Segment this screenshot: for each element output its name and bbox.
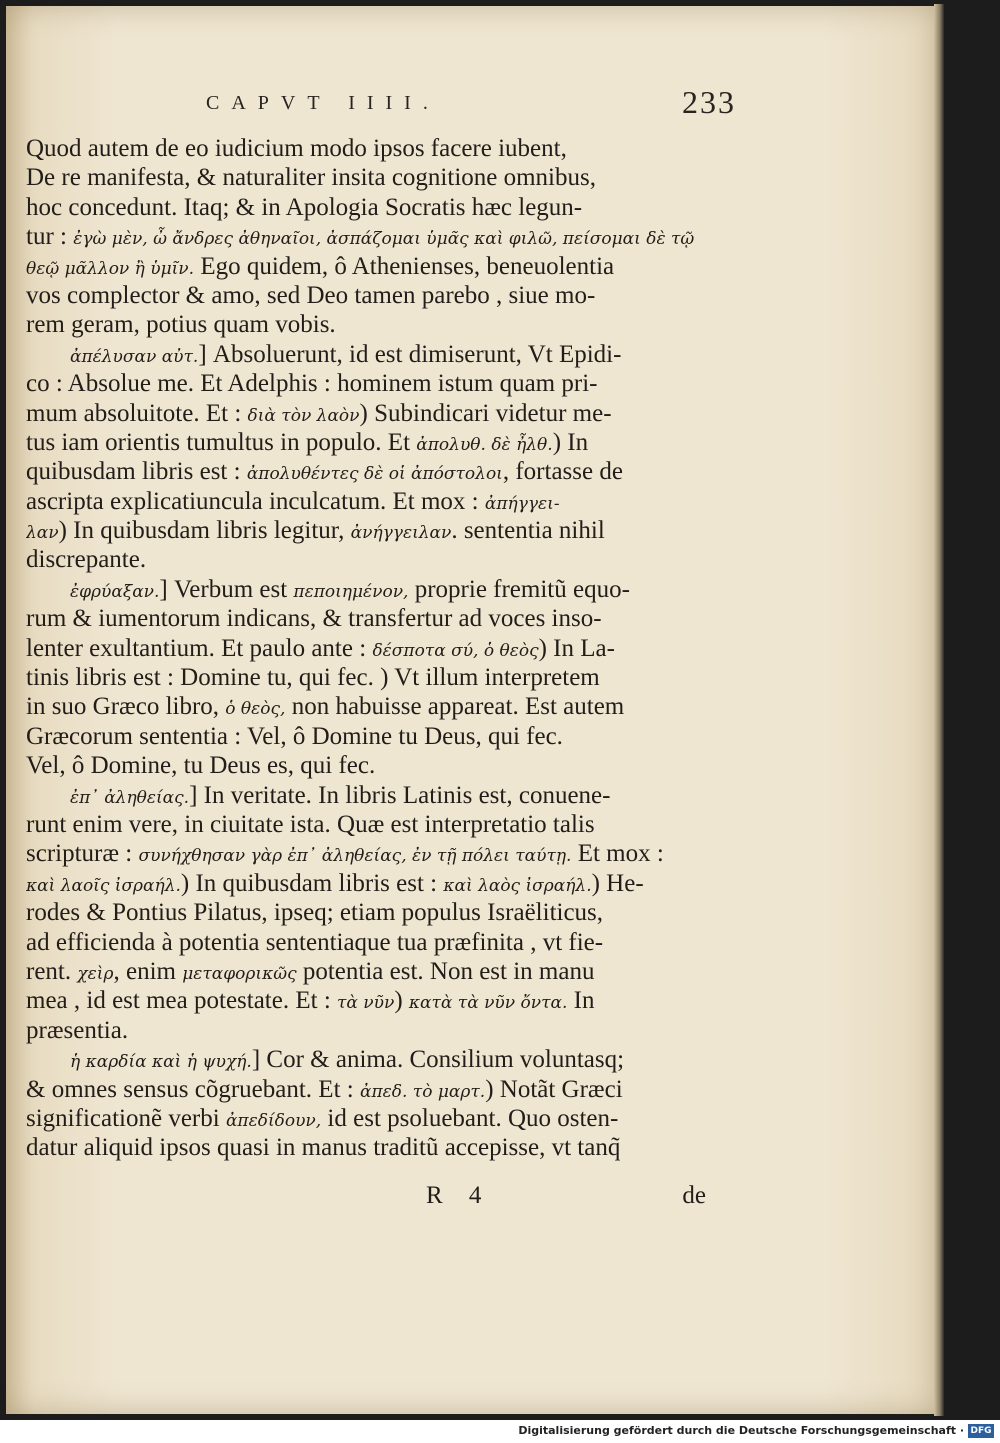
latin-text: ) bbox=[394, 987, 409, 1015]
text-line bbox=[26, 1104, 716, 1133]
text-line bbox=[26, 163, 716, 192]
running-title: CAPVT IIII. bbox=[206, 92, 440, 114]
greek-phrase: καὶ λαὸς ἰσραήλ. bbox=[443, 875, 592, 896]
digitization-credit: Digitalisierung gefördert durch die Deutsche Forschungsgemeinschaft · bbox=[518, 1424, 964, 1437]
text-line bbox=[26, 986, 716, 1015]
greek-phrase: ἐγὼ μὲν, ὦ ἄνδρες ἀθηναῖοι, ἀσπάζομαι ὑμᾶς καὶ φιλῶ, πείσομαι δὲ τῷ bbox=[73, 229, 695, 250]
text-line bbox=[26, 252, 716, 281]
latin-text: Græcorum sententia : Vel, ô Domine tu Deus, qui fec. bbox=[26, 722, 563, 750]
latin-text: , fortasse de bbox=[502, 458, 623, 486]
greek-phrase: διὰ τὸν λαὸν bbox=[247, 405, 360, 426]
greek-phrase: ἀπέλυσαν αὐτ. bbox=[70, 346, 199, 367]
greek-phrase: ἡ καρδία καὶ ἡ ψυχή. bbox=[70, 1052, 252, 1073]
latin-text: mum absoluitote. Et : bbox=[26, 399, 248, 427]
text-line bbox=[26, 516, 716, 545]
latin-text: scripturæ : bbox=[26, 840, 139, 868]
latin-text: Et mox : bbox=[571, 840, 664, 868]
latin-text: hoc concedunt. Itaq; & in Apologia Socratis hæc legun- bbox=[26, 193, 583, 221]
latin-text: In bbox=[567, 987, 595, 1015]
latin-text: vos complector & amo, sed Deo tamen parebo , siue mo- bbox=[26, 281, 596, 309]
latin-text: . sententia nihil bbox=[451, 517, 605, 545]
text-line bbox=[26, 487, 716, 516]
latin-text: ) In La- bbox=[538, 634, 615, 662]
text-line bbox=[26, 340, 716, 369]
latin-text: Ego quidem, ô Athenienses, beneuolentia bbox=[194, 252, 615, 280]
greek-phrase: ἀνήγγειλαν bbox=[350, 523, 452, 544]
text-line bbox=[26, 428, 716, 457]
text-line bbox=[26, 1045, 716, 1074]
latin-text: præsentia. bbox=[26, 1016, 129, 1044]
latin-text: co : Absolue me. Et Adelphis : hominem istum quam pri- bbox=[26, 370, 598, 398]
latin-text: rodes & Pontius Pilatus, ipseq; etiam populus Israëliticus, bbox=[26, 899, 604, 927]
text-line bbox=[26, 545, 716, 574]
latin-text: proprie fremitũ equo- bbox=[408, 575, 630, 603]
text-line bbox=[26, 869, 716, 898]
greek-phrase: δέσποτα σύ, ὁ θεὸς bbox=[372, 640, 539, 661]
greek-phrase: ἀπεδ. τὸ μαρτ. bbox=[359, 1081, 486, 1102]
latin-text: & omnes sensus cõgruebant. Et : bbox=[26, 1075, 360, 1103]
latin-text: ) In quibusdam libris legitur, bbox=[58, 517, 351, 545]
page-edge bbox=[934, 4, 944, 1416]
latin-text: quibusdam libris est : bbox=[26, 458, 247, 486]
latin-text: ascripta explicatiuncula inculcatum. Et mox : bbox=[26, 487, 485, 515]
greek-phrase: ἀπολυθ. δὲ ἦλθ. bbox=[416, 434, 553, 455]
greek-phrase: θεῷ μᾶλλον ἢ ὑμῖν. bbox=[26, 258, 195, 279]
greek-phrase: ἐφρύαξαν. bbox=[70, 581, 160, 602]
latin-text: datur aliquid ipsos quasi in manus traditũ accepisse, vt tanq̃ bbox=[26, 1134, 621, 1162]
latin-text: runt enim vere, in ciuitate ista. Quæ est interpretatio talis bbox=[26, 810, 595, 838]
text-line bbox=[26, 457, 716, 486]
latin-text: ) In bbox=[552, 428, 589, 456]
text-line bbox=[26, 928, 716, 957]
text-line bbox=[26, 1075, 716, 1104]
text-line bbox=[26, 663, 716, 692]
latin-text: lenter exultantium. Et paulo ante : bbox=[26, 634, 373, 662]
latin-text: potentia est. Non est in manu bbox=[296, 957, 595, 985]
body-text bbox=[26, 134, 716, 1163]
text-line bbox=[26, 898, 716, 927]
signature-mark: R 4 bbox=[426, 1182, 492, 1209]
latin-text: tur : bbox=[26, 223, 74, 251]
latin-text: ) He- bbox=[591, 869, 644, 897]
text-line bbox=[26, 134, 716, 163]
latin-text: id est psoluebant. Quo osten- bbox=[321, 1104, 619, 1132]
latin-text: Vel, ô Domine, tu Deus es, qui fec. bbox=[26, 752, 376, 780]
text-line bbox=[26, 281, 716, 310]
page-number: 233 bbox=[682, 84, 736, 120]
latin-text: ) Subindicari videtur me- bbox=[359, 399, 612, 427]
latin-text: discrepante. bbox=[26, 546, 147, 574]
text-line bbox=[26, 839, 716, 868]
latin-text: significationẽ verbi bbox=[26, 1104, 226, 1132]
greek-phrase: τὰ νῦν bbox=[337, 993, 395, 1014]
latin-text: De re manifesta, & naturaliter insita cognitione omnibus, bbox=[26, 164, 596, 192]
text-line bbox=[26, 722, 716, 751]
latin-text: tinis libris est : Domine tu, qui fec. ) Vt illum interpretem bbox=[26, 664, 600, 692]
greek-phrase: μεταφορικῶς bbox=[182, 963, 297, 984]
text-line bbox=[26, 781, 716, 810]
running-head bbox=[206, 84, 746, 130]
text-line bbox=[26, 1133, 716, 1162]
text-line bbox=[26, 193, 716, 222]
latin-text: ] Verbum est bbox=[159, 575, 294, 603]
latin-text: ] In veritate. In libris Latinis est, conuene- bbox=[189, 781, 611, 809]
text-line bbox=[26, 692, 716, 721]
dfg-logo: DFG bbox=[968, 1424, 994, 1438]
greek-phrase: ἀπολυθέντες δὲ οἱ ἀπόστολοι bbox=[246, 464, 503, 485]
latin-text: non habuisse appareat. Est autem bbox=[285, 693, 625, 721]
latin-text: in suo Græco libro, bbox=[26, 693, 226, 721]
greek-phrase: συνήχθησαν γὰρ ἐπ᾽ ἀληθείας, ἐν τῇ πόλει ταύτῃ. bbox=[138, 846, 572, 867]
latin-text: ] Absoluerunt, id est dimiserunt, Vt Epidi- bbox=[198, 340, 622, 368]
greek-phrase: ἐπ᾽ ἀληθείας. bbox=[70, 787, 190, 808]
footer-bar bbox=[0, 1420, 1000, 1443]
latin-text: tus iam orientis tumultus in populo. Et bbox=[26, 428, 417, 456]
text-line bbox=[26, 399, 716, 428]
text-line bbox=[26, 310, 716, 339]
greek-phrase: κατὰ τὰ νῦν ὄντα. bbox=[408, 993, 568, 1014]
text-line bbox=[26, 604, 716, 633]
latin-text: ad efficienda à potentia sententiaque tua præfinita , vt fie- bbox=[26, 928, 604, 956]
latin-text: , enim bbox=[113, 957, 183, 985]
text-line bbox=[26, 222, 716, 251]
greek-phrase: ἀπεδίδουν, bbox=[225, 1110, 322, 1131]
greek-phrase: χεὶρ bbox=[77, 963, 114, 984]
catchline bbox=[26, 1182, 716, 1214]
latin-text: ] Cor & anima. Consilium voluntasq; bbox=[251, 1046, 625, 1074]
latin-text: Quod autem de eo iudicium modo ipsos facere iubent, bbox=[26, 135, 567, 162]
greek-phrase: πεποιημένον, bbox=[293, 581, 409, 602]
greek-phrase: ὁ θεὸς, bbox=[225, 699, 286, 720]
text-line bbox=[26, 810, 716, 839]
catchword: de bbox=[682, 1182, 706, 1209]
book-page bbox=[6, 6, 936, 1414]
latin-text: rum & iumentorum indicans, & transfertur ad voces inso- bbox=[26, 605, 602, 633]
latin-text: ) In quibusdam libris est : bbox=[180, 869, 444, 897]
latin-text: mea , id est mea potestate. Et : bbox=[26, 987, 338, 1015]
text-line bbox=[26, 1016, 716, 1045]
greek-phrase: ἀπήγγει- bbox=[484, 493, 560, 514]
text-line bbox=[26, 369, 716, 398]
latin-text: rent. bbox=[26, 957, 78, 985]
latin-text: rem geram, potius quam vobis. bbox=[26, 311, 336, 339]
text-line bbox=[26, 634, 716, 663]
greek-phrase: καὶ λαοῖς ἰσραήλ. bbox=[26, 875, 181, 896]
latin-text: ) Notãt Græci bbox=[485, 1075, 623, 1103]
text-line bbox=[26, 575, 716, 604]
text-line bbox=[26, 957, 716, 986]
text-line bbox=[26, 751, 716, 780]
greek-phrase: λαν bbox=[26, 523, 59, 544]
